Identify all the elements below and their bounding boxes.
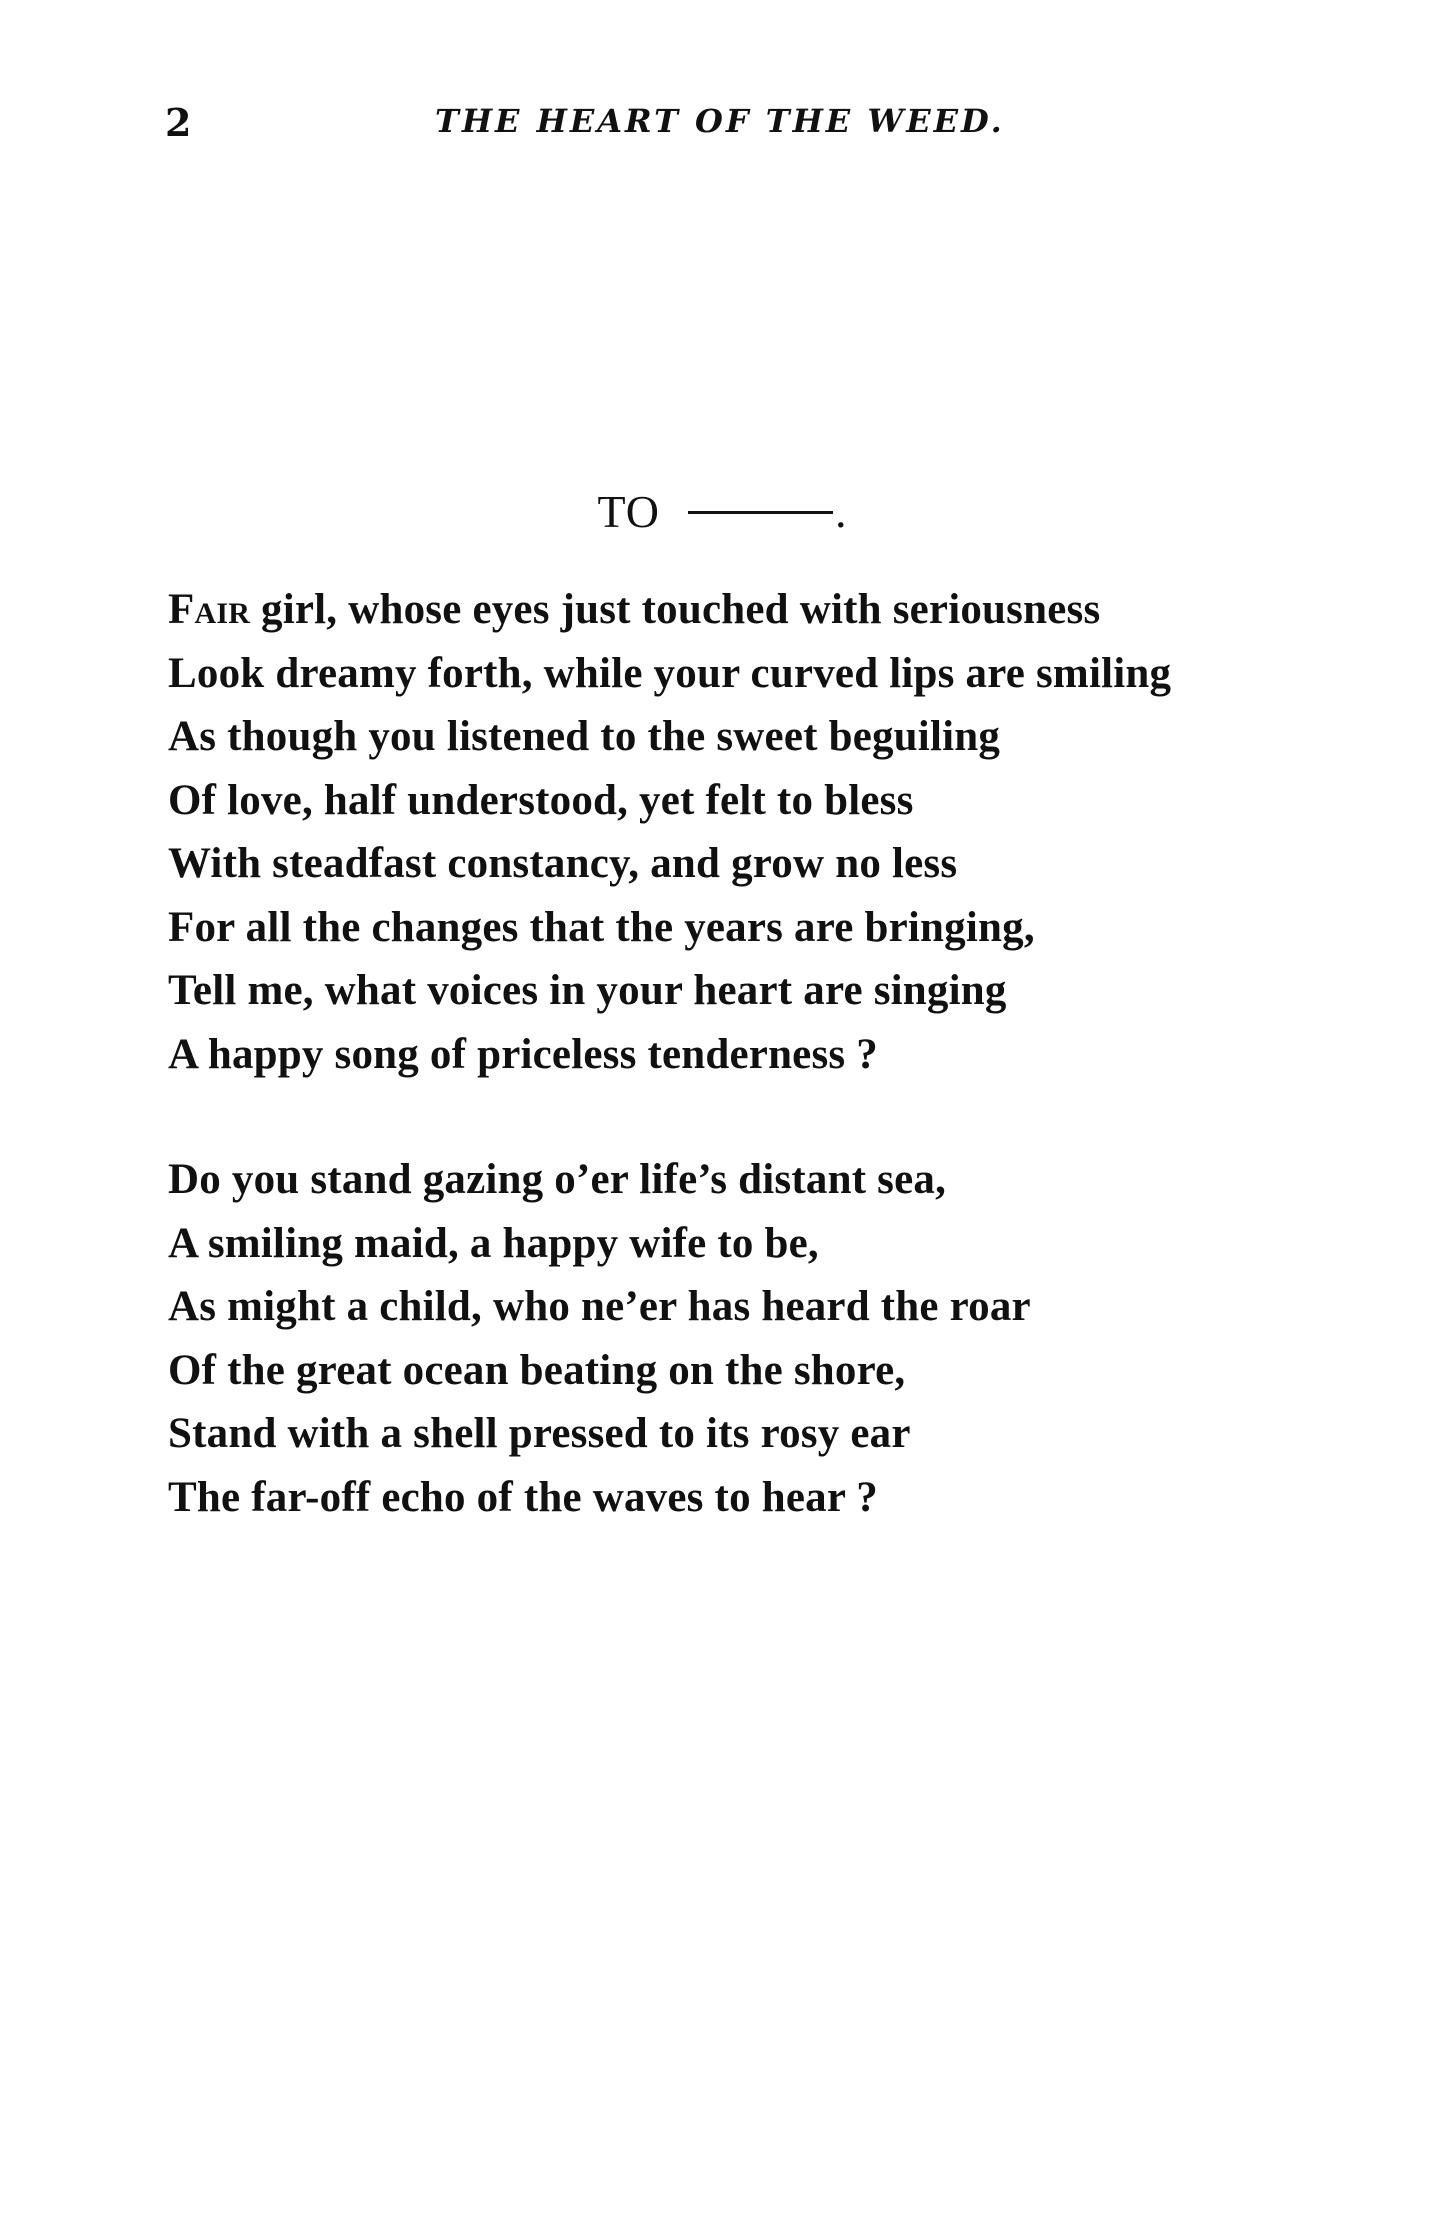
- stanza-2: [168, 1148, 1368, 1529]
- poem-line: As might a child, who ne’er has heard the roar: [168, 1283, 1031, 1330]
- poem-title-text: TO: [597, 486, 660, 537]
- page-number: 2: [165, 100, 192, 145]
- poem-line: A smiling maid, a happy wife to be,: [168, 1219, 819, 1267]
- poem-line: A happy song of priceless tenderness ?: [168, 1030, 878, 1078]
- poem-line: As though you listened to the sweet beguiling: [168, 713, 1001, 760]
- poem-title: [0, 485, 1445, 538]
- title-dash-rule: [688, 511, 833, 514]
- poem-line: With steadfast constancy, and grow no less: [168, 840, 958, 887]
- poem-line: For all the changes that the years are bringing,: [168, 903, 1035, 951]
- first-word-smallcaps: Fair: [168, 586, 251, 633]
- poem-line-text: girl, whose eyes just touched with seriousness: [250, 586, 1101, 633]
- poem-line: Look dreamy forth, while your curved lips are smiling: [168, 649, 1172, 697]
- poem-line: Tell me, what voices in your heart are singing: [168, 967, 1007, 1014]
- poem-title-trailing: .: [835, 486, 848, 537]
- running-title: THE HEART OF THE WEED.: [435, 102, 1005, 140]
- poem-line: Stand with a shell pressed to its rosy ear: [168, 1410, 911, 1457]
- running-head: [165, 100, 1085, 160]
- poem-line: Of love, half understood, yet felt to bless: [168, 776, 914, 824]
- poem-line: Of the great ocean beating on the shore,: [168, 1346, 906, 1394]
- poem-line: Do you stand gazing o’er life’s distant sea,: [168, 1156, 947, 1203]
- poem-line: The far-off echo of the waves to hear ?: [168, 1473, 878, 1521]
- stanza-1: [168, 578, 1368, 1086]
- poem-line: [168, 578, 1368, 642]
